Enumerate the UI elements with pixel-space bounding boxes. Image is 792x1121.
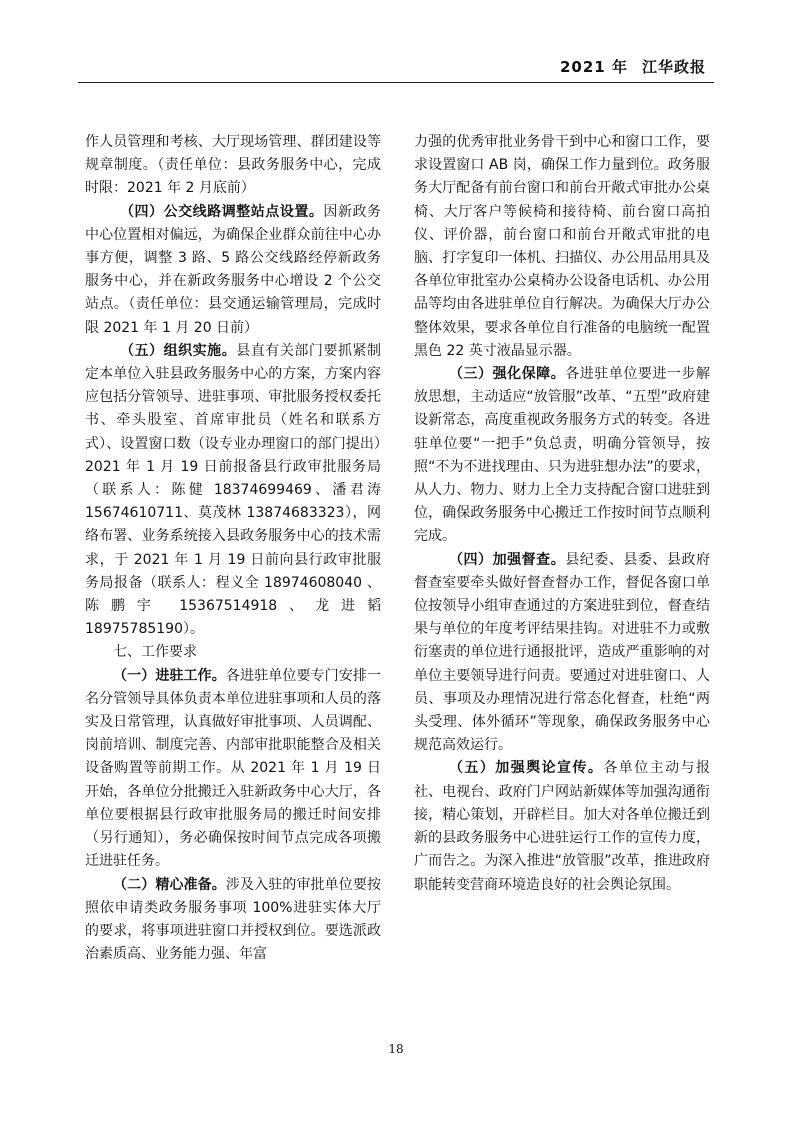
paragraph-body: 因新政务中心位置相对偏远，为确保企业群众前往中心办事方便，调整 3 路、5 路公交线路经停新政务服务中心，并在新政务服务中心增设 2 个公交站点。（责任单位：县交通运输管理局，完成时限 2021 年 1 月 20 日前） (85, 203, 382, 336)
right-paragraph-3 (414, 549, 710, 758)
section-heading: （一）进驻工作。 (113, 667, 226, 684)
section-heading: （二）精心准备。 (113, 876, 226, 893)
paragraph-body: 各进驻单位要专门安排一名分管领导具体负责本单位进驻事项和人员的落实及日常管理，认真做好审批事项、人员调配、岗前培训、制度完善、内部审批职能整合及相关设备购置等前期工作。从 2021 年 1 月 19 日开始，各单位分批搬迁入驻新政务中心大厅，各单位要根据县行政审批服务局的搬迁时间安排（另行通知），务必确保按时间节点完成各项搬迁进驻任务。 (85, 667, 382, 870)
paragraph-body: 县直有关部门要抓紧制定本单位入驻县政务服务中心的方案，方案内容应包括分管领导、进驻事项、审批服务授权委托书、牵头股室、首席审批员（姓名和联系方式）、设置窗口数（设专业办理窗口的部门提出）2021 年 1 月 19 日前报备县行政审批服务局（联系人：陈健 18374699469、潘君涛 15674610711、莫茂林 13874683323），网络布署、业务系统接入县政务服务中心的技术需求，于 2021 年 1 月 19 日前向县行政审批服务局报备（联系人：程义全 18974608040 、陈鹏宇 15367514918、龙进韬 18975785190）。 (85, 342, 382, 638)
page-header (78, 52, 714, 83)
left-paragraph-5 (85, 874, 381, 967)
section-heading: （四）加强督查。 (449, 551, 566, 568)
header-publication: 江华政报 (641, 58, 706, 76)
header-year: 2021 年 (560, 58, 628, 76)
left-paragraph-4 (85, 665, 381, 874)
section-heading: （三）强化保障。 (449, 366, 566, 383)
right-column (414, 131, 710, 897)
header-text (546, 56, 706, 77)
left-column (85, 131, 381, 966)
right-paragraph-1: 力强的优秀审批业务骨干到中心和窗口工作，要求设置窗口 AB 岗，确保工作力量到位。政务服务大厅配备有前台窗口和前台开敞式审批办公桌椅、大厅客户等候椅和接待椅、前台窗口高拍仪、评价器，前台窗口和前台开敞式审批的电脑、打字复印一体机、扫描仪、办公用品用具及各单位审批室办公桌椅办公设备电话机、办公用品等均由各进驻单位自行解决。为确保大厅办公整体效果，要求各单位自行准备的电脑统一配置黑色 22 英寸液晶显示器。 (414, 134, 710, 359)
section-heading: （四）公交线路调整站点设置。 (120, 203, 324, 220)
paragraph-body: 各单位主动与报社、电视台、政府门户网站新媒体等加强沟通衔接，精心策划，开辟栏目。加大对各单位搬迁到新的县政务服务中心进驻运行工作的宣传力度，广而告之。为深入推进“放管服”改革，推进政府职能转变营商环境造良好的社会舆论氛围。 (414, 760, 710, 893)
section-7-heading: 七、工作要求 (113, 644, 197, 661)
left-paragraph-2 (85, 201, 381, 340)
section-heading: （五）加强舆论宣传。 (449, 760, 604, 777)
paragraph-body: 涉及入驻的审批单位要按照依申请类政务服务事项 100%进驻实体大厅的要求，将事项进驻窗口并授权到位。要选派政治素质高、业务能力强、年富 (85, 876, 382, 963)
left-paragraph-3 (85, 340, 381, 642)
right-paragraph-2 (414, 363, 710, 549)
paragraph-body: 县纪委、县委、县政府督查室要牵头做好督查督办工作，督促各窗口单位按领导小组审查通过的方案进驻到位，督查结果与单位的年度考评结果挂钩。对进驻不力或敷衍塞责的单位进行通报批评，造成严重影响的对单位主要领导进行问责。要通过对进驻窗口、人员、事项及办理情况进行常态化督查，杜绝“两头受理、体外循环”等现象，确保政务服务中心规范高效运行。 (414, 551, 711, 754)
left-paragraph-1: 作人员管理和考核、大厅现场管理、群团建设等规章制度。（责任单位：县政务服务中心，完成时限：2021 年 2 月底前） (85, 134, 381, 197)
right-paragraph-4 (414, 757, 710, 896)
page-number: 18 (388, 1042, 404, 1056)
section-heading: （五）组织实施。 (120, 342, 237, 359)
paragraph-body: 各进驻单位要进一步解放思想，主动适应“放管服”改革、“五型”政府建设新常态，高度重视政务服务方式的转变。各进驻单位要“一把手”负总责，明确分管领导，按照“不为不进找理由、只为进驻想办法”的要求，从人力、物力、财力上全力支持配合窗口进驻到位，确保政务服务中心搬迁工作按时间节点顺利完成。 (414, 366, 711, 545)
